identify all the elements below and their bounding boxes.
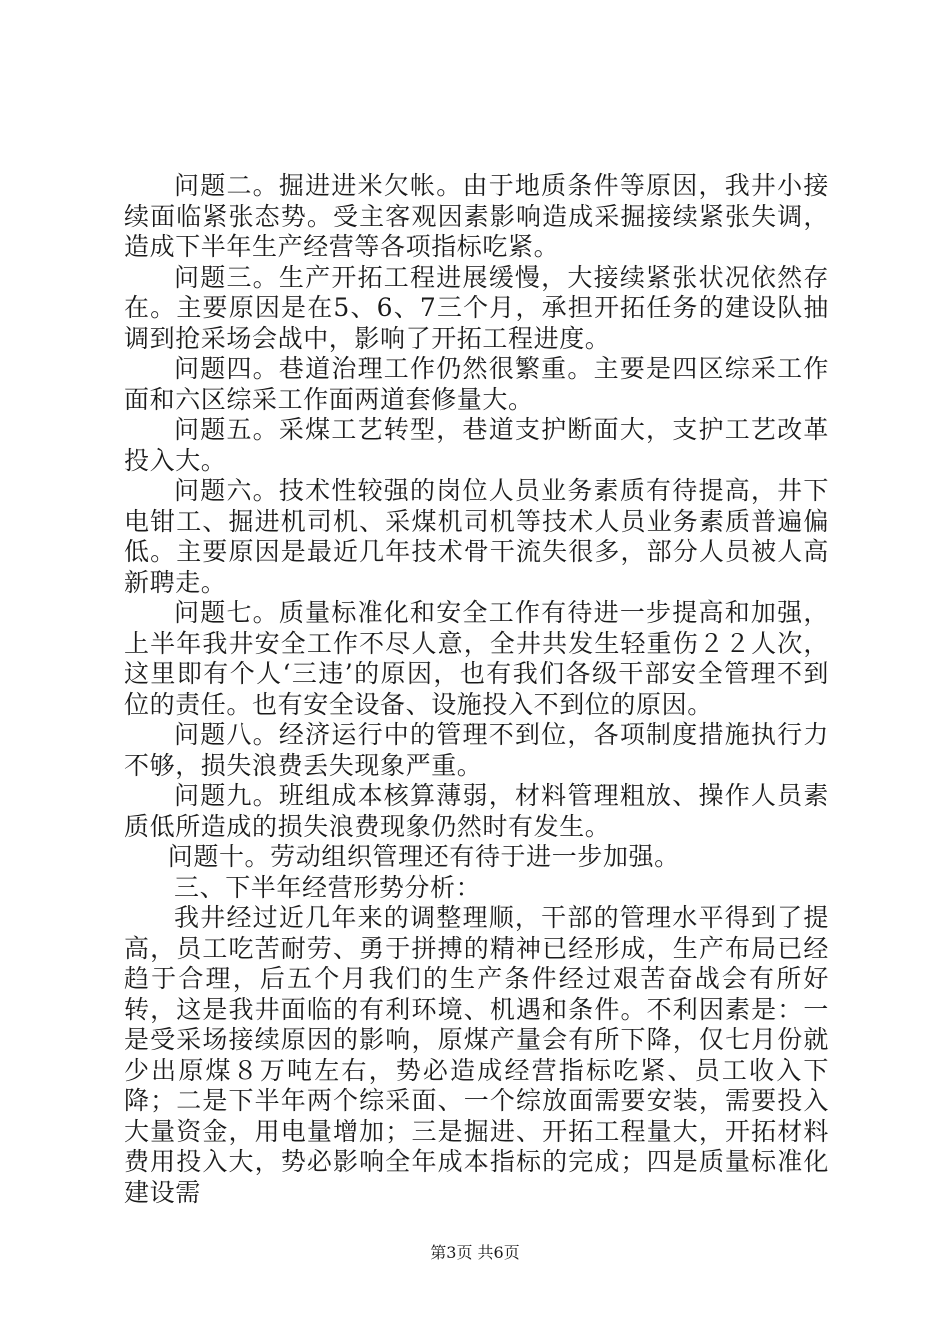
section-heading-analysis: 三、下半年经营形势分析： xyxy=(174,872,482,902)
paragraph-problem-2: 问题二。掘进进米欠帐。由于地质条件等原因，我井小接续面临紧张态势。受主客观因素影响造成采掘接续紧张失调，造成下半年生产经营等各项指标吃紧。 xyxy=(124,171,829,261)
paragraph-analysis: 我井经过近几年来的调整理顺，干部的管理水平得到了提高，员工吃苦耐劳、勇于拼搏的精神已经形成，生产布局已经趋于合理，后五个月我们的生产条件经过艰苦奋战会有所好转，这是我井面临的有利环境、机遇和条件。不利因素是：一是受采场接续原因的影响，原煤产量会有所下降，仅七月份就少出原煤８万吨左右，势必造成经营指标吃紧、员工收入下降；二是下半年两个综采面、一个综放面需要安装，需要投入大量资金，用电量增加；三是掘进、开拓工程量大，开拓材料费用投入大，势必影响全年成本指标的完成；四是质量标准化建设需 xyxy=(124,903,829,1207)
document-body xyxy=(124,171,829,1208)
paragraph-problem-10: 问题十。劳动组织管理还有待于进一步加强。 xyxy=(167,842,680,871)
paragraph-problem-5: 问题五。采煤工艺转型，巷道支护断面大，支护工艺改革投入大。 xyxy=(124,415,829,475)
paragraph-problem-3: 问题三。生产开拓工程进展缓慢，大接续紧张状况依然存在。主要原因是在5、6、7三个月，承担开拓任务的建设队抽调到抢采场会战中，影响了开拓工程进度。 xyxy=(124,262,829,353)
page-number-footer: 第3页 共6页 xyxy=(430,1243,520,1262)
paragraph-problem-4: 问题四。巷道治理工作仍然很繁重。主要是四区综采工作面和六区综采工作面两道套修量大。 xyxy=(124,354,829,414)
paragraph-problem-6: 问题六。技术性较强的岗位人员业务素质有待提高，井下电钳工、掘进机司机、采煤机司机等技术人员业务素质普遍偏低。主要原因是最近几年技术骨干流失很多，部分人员被人高新聘走。 xyxy=(124,476,829,597)
paragraph-problem-8: 问题八。经济运行中的管理不到位，各项制度措施执行力不够，损失浪费丢失现象严重。 xyxy=(124,720,829,780)
paragraph-problem-9: 问题九。班组成本核算薄弱，材料管理粗放、操作人员素质低所造成的损失浪费现象仍然时有发生。 xyxy=(124,781,829,841)
paragraph-problem-7: 问题七。质量标准化和安全工作有待进一步提高和加强，上半年我井安全工作不尽人意，全井共发生轻重伤２２人次，这里即有个人‘三违’的原因，也有我们各级干部安全管理不到位的责任。也有安全设备、设施投入不到位的原因。 xyxy=(124,598,829,719)
